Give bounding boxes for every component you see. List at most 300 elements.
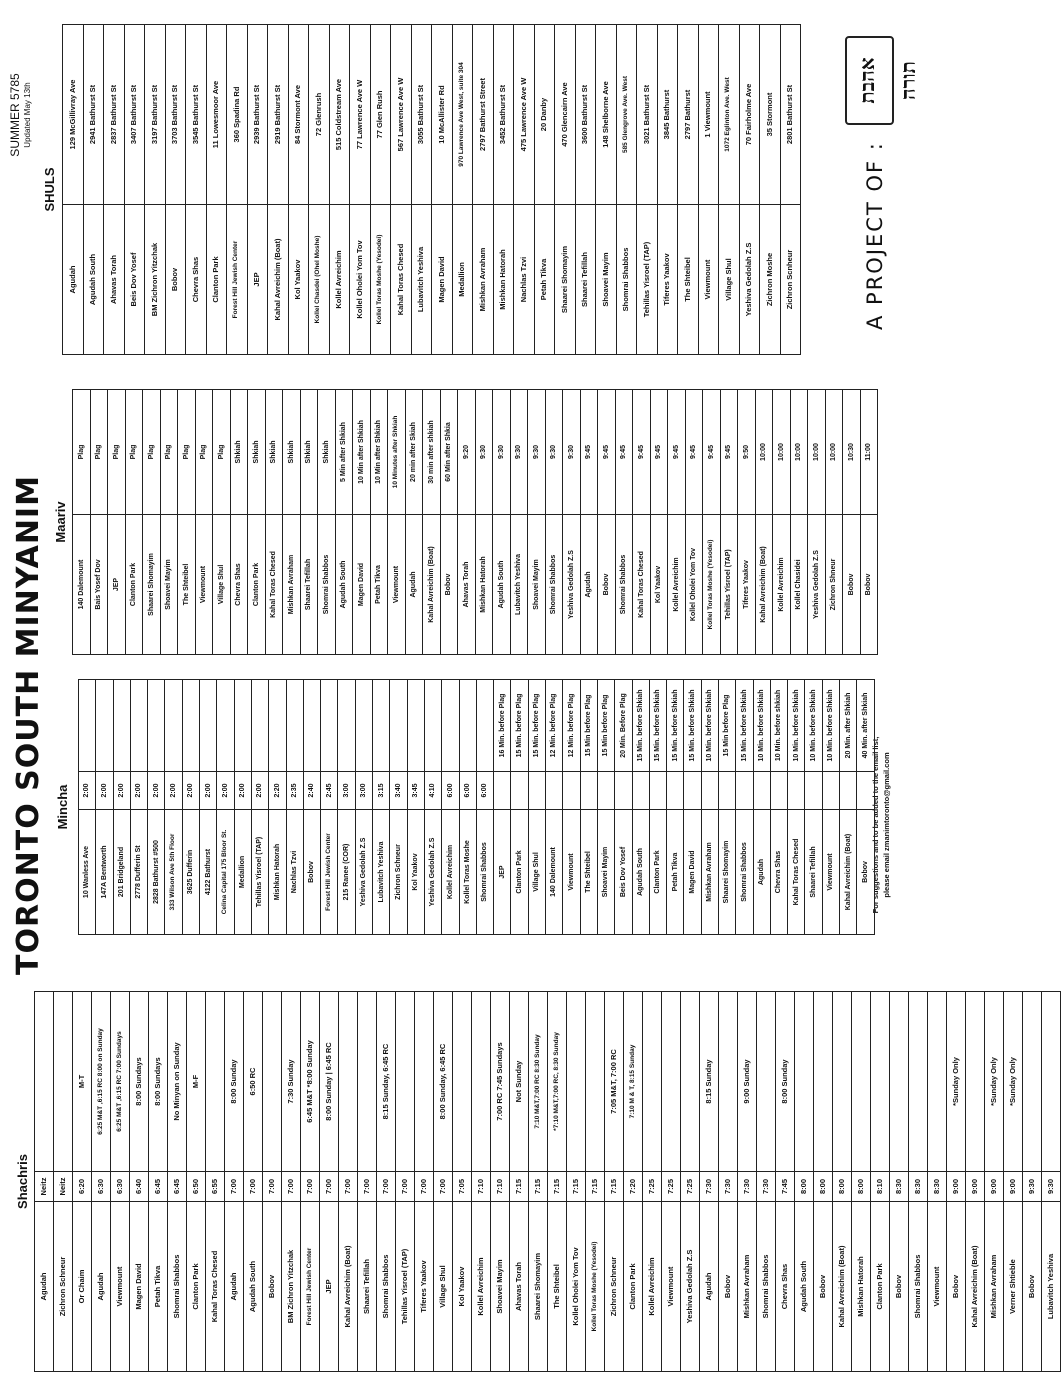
relative-time	[373, 680, 390, 772]
table-row	[442, 680, 459, 935]
table-row	[108, 389, 126, 654]
table-row	[1004, 992, 1023, 1372]
time: 7:25	[662, 1172, 681, 1202]
table-row	[424, 680, 441, 935]
time: 9:30	[475, 389, 493, 514]
note: *Sunday Only	[1004, 992, 1023, 1172]
time: 7:20	[624, 1172, 643, 1202]
note	[567, 992, 586, 1172]
shul-name: JEP	[494, 810, 511, 935]
note: 8:15 Sunday, 6:45 RC	[377, 992, 396, 1172]
table-row	[624, 992, 643, 1372]
time: 7:00	[339, 1172, 358, 1202]
time: 6:00	[442, 772, 459, 810]
table-row	[773, 389, 791, 654]
shul-name: JEP	[247, 205, 268, 355]
note	[909, 992, 928, 1172]
time: 9:00	[947, 1172, 966, 1202]
table-row	[268, 25, 289, 355]
shul-name: Kahal Toras Chesed	[391, 205, 412, 355]
time: 60 Min after Shkia	[440, 389, 458, 514]
shul-name: Medallion	[234, 810, 251, 935]
table-row	[111, 992, 130, 1372]
shul-name: Kahal Toras Chesed	[206, 1202, 225, 1372]
shul-name: Mishkan Hatorah	[475, 515, 493, 655]
time: 2:00	[79, 772, 96, 810]
shul-name: Kol Yaakov	[650, 515, 668, 655]
time: 7:30	[757, 1172, 776, 1202]
shul-name: Agudah South	[335, 515, 353, 655]
maariv-title-row	[50, 389, 73, 654]
address: 20 Danby	[534, 25, 555, 205]
time: 6:40	[130, 1172, 149, 1202]
table-row	[282, 992, 301, 1372]
time: 10:00	[755, 389, 773, 514]
table-row	[475, 389, 493, 654]
note	[662, 992, 681, 1172]
table-row	[843, 389, 861, 654]
shul-name: 2778 Dufferin St	[130, 810, 147, 935]
table-row	[928, 992, 947, 1372]
shul-name: Zichron Schneur	[605, 1202, 624, 1372]
time	[701, 772, 718, 810]
table-row	[615, 389, 633, 654]
table-row	[755, 389, 773, 654]
time: 8:00	[795, 1172, 814, 1202]
shul-name: Mishkan Avraham	[701, 810, 718, 935]
time: 7:45	[776, 1172, 795, 1202]
note: 6:45 M&T *8:00 Sunday	[301, 992, 320, 1172]
table-row	[719, 992, 738, 1372]
time	[753, 772, 770, 810]
note: 8:00 Sunday	[776, 992, 795, 1172]
mincha-title: Mincha	[55, 784, 71, 830]
time: 10:00	[808, 389, 826, 514]
time: Shkiah	[300, 389, 318, 514]
time: 2:00	[217, 772, 234, 810]
relative-time	[96, 680, 113, 772]
shul-name: Lubavitch Yeshiva	[411, 205, 432, 355]
shul-name: Lubavitch Yeshiva	[510, 515, 528, 655]
shul-name: 140 Dalemount	[546, 810, 563, 935]
table-row	[303, 680, 320, 935]
shul-name: Tehillas Yisroel (TAP)	[720, 515, 738, 655]
note	[833, 992, 852, 1172]
note: 6:50 RC	[244, 992, 263, 1172]
table-row	[678, 25, 699, 355]
shul-name: Yeshiva Gedolah Z.S	[355, 810, 372, 935]
address: 360 Spadina Rd	[227, 25, 248, 205]
shul-name: Shaarei Tefillah	[805, 810, 822, 935]
relative-time: 15 Min. before Shkiah	[632, 680, 649, 772]
table-row	[852, 992, 871, 1372]
shul-name: Kol Yaakov	[407, 810, 424, 935]
time: 2:45	[321, 772, 338, 810]
time: 9:00	[985, 1172, 1004, 1202]
shul-name: Agudah	[405, 515, 423, 655]
time: 2:40	[303, 772, 320, 810]
time	[788, 772, 805, 810]
time: 8:00	[833, 1172, 852, 1202]
time: 7:15	[548, 1172, 567, 1202]
shul-name: Kollel Oholei Yom Tov	[685, 515, 703, 655]
shachris-title-row	[12, 992, 35, 1372]
table-row	[145, 25, 166, 355]
note	[472, 992, 491, 1172]
shul-name: Mishkan Avraham	[473, 205, 494, 355]
table-row	[840, 680, 857, 935]
shul-name: Bobov	[165, 205, 186, 355]
shul-name: Agudah South	[493, 515, 511, 655]
table-row	[286, 680, 303, 935]
table-row	[434, 992, 453, 1372]
table-row	[251, 680, 268, 935]
shachris-section	[12, 992, 1061, 1372]
shul-name: Clanton Park	[649, 810, 666, 935]
note	[928, 992, 947, 1172]
shul-name: Shoavei Mayim	[160, 515, 178, 655]
mincha-title-row	[48, 680, 79, 935]
time: 6:50	[187, 1172, 206, 1202]
shul-name: Agudah South	[83, 205, 104, 355]
table-row	[511, 680, 528, 935]
time: 10 Min after Shkiah	[370, 389, 388, 514]
table-row	[650, 389, 668, 654]
table-row	[890, 992, 909, 1372]
relative-time	[286, 680, 303, 772]
table-row	[633, 389, 651, 654]
shul-name: Kollel Chasidei	[790, 515, 808, 655]
time: 7:00	[415, 1172, 434, 1202]
shul-name: Viewmount	[563, 810, 580, 935]
relative-time: 15 Min. before Shkiah	[667, 680, 684, 772]
time: 7:30	[719, 1172, 738, 1202]
shul-name: Kahal Avreichim (Boat)	[755, 515, 773, 655]
time: 2:00	[148, 772, 165, 810]
table-row	[113, 680, 130, 935]
shul-name: 147A Bentworth	[96, 810, 113, 935]
time: 2:00	[234, 772, 251, 810]
time: 7:00	[263, 1172, 282, 1202]
time: 11:00	[860, 389, 878, 514]
table-row	[491, 992, 510, 1372]
table-row	[165, 680, 182, 935]
relative-time: 15 Min before Plag	[597, 680, 614, 772]
note	[415, 992, 434, 1172]
time: 9:45	[615, 389, 633, 514]
address: 1072 Eglinton Ave. West	[719, 25, 740, 205]
time: 7:00	[225, 1172, 244, 1202]
shul-name: The Shteibel	[580, 810, 597, 935]
shul-name: The Shteibel	[178, 515, 196, 655]
time: 10:00	[790, 389, 808, 514]
relative-time: 10 Min. before Shkiah	[805, 680, 822, 772]
shul-name: Yeshiva Gedolah Z.S	[808, 515, 826, 655]
shul-name: Clanton Park	[871, 1202, 890, 1372]
time: 10:30	[843, 389, 861, 514]
time: 6:30	[92, 1172, 111, 1202]
shul-name: Kollel Avreichim	[442, 810, 459, 935]
time: 9:45	[685, 389, 703, 514]
table-row	[514, 25, 535, 355]
table-row	[407, 680, 424, 935]
shul-name: Shomrai Shabbos	[909, 1202, 928, 1372]
address: 2939 Bathurst St	[247, 25, 268, 205]
shul-name: Forest Hill Jewish Center	[321, 810, 338, 935]
shul-name: Shomrai Shabbos	[377, 1202, 396, 1372]
shul-name: The Shteibel	[548, 1202, 567, 1372]
table-row	[206, 992, 225, 1372]
table-row	[780, 25, 801, 355]
note	[206, 992, 225, 1172]
time: 7:15	[529, 1172, 548, 1202]
table-row	[616, 25, 637, 355]
shul-name: Zichron Shneur	[825, 515, 843, 655]
shul-name: Bobov	[598, 515, 616, 655]
note	[890, 992, 909, 1172]
time	[494, 772, 511, 810]
relative-time: 16 Min. before Plag	[494, 680, 511, 772]
shul-name: Petah Tikva	[149, 1202, 168, 1372]
shul-name: Shomrai Shabbos	[757, 1202, 776, 1372]
table-row	[668, 389, 686, 654]
shul-name: Yeshiva Gedolah Z.S	[681, 1202, 700, 1372]
table-row	[1023, 992, 1042, 1372]
table-row	[649, 680, 666, 935]
time: 8:00	[852, 1172, 871, 1202]
table-row	[833, 992, 852, 1372]
table-row	[681, 992, 700, 1372]
shul-name: 140 Dalemount	[73, 515, 91, 655]
shul-name: Kollel Avreichim	[329, 205, 350, 355]
table-row	[476, 680, 493, 935]
time: 10:00	[825, 389, 843, 514]
shul-name: Bobov	[263, 1202, 282, 1372]
shul-name: Mishkan Avraham	[985, 1202, 1004, 1372]
address: 35 Stormont	[760, 25, 781, 205]
shul-name: Beis Dov Yosef	[124, 205, 145, 355]
note: 8:00 Sunday | 6:45 RC	[320, 992, 339, 1172]
table-row	[494, 680, 511, 935]
shul-name: Clanton Park	[125, 515, 143, 655]
shul-name: Kahal Toras Chesed	[265, 515, 283, 655]
time: 3:45	[407, 772, 424, 810]
time	[580, 772, 597, 810]
table-row	[339, 992, 358, 1372]
note: 7:00 RC 7:45 Sundays	[491, 992, 510, 1172]
table-row	[405, 389, 423, 654]
time: 6:20	[73, 1172, 92, 1202]
table-row	[265, 389, 283, 654]
shul-name: BM Zichron Yitzchak	[282, 1202, 301, 1372]
time: 9:45	[668, 389, 686, 514]
shul-name: Kahal Toras Chesed	[633, 515, 651, 655]
shul-name: Magen David	[684, 810, 701, 935]
table-row	[178, 389, 196, 654]
relative-time	[130, 680, 147, 772]
time: 9:00	[966, 1172, 985, 1202]
time: 7:25	[681, 1172, 700, 1202]
shul-name: Petah Tikva	[370, 515, 388, 655]
time: 2:00	[165, 772, 182, 810]
relative-time: 15 Min before Plag	[718, 680, 735, 772]
table-row	[719, 25, 740, 355]
table-row	[35, 992, 54, 1372]
time: 6:30	[111, 1172, 130, 1202]
shul-name: Clanton Park	[511, 810, 528, 935]
time: 7:10	[472, 1172, 491, 1202]
table-row	[575, 25, 596, 355]
relative-time: 20 Min. after Shkiah	[840, 680, 857, 772]
address: 77 Glen Rush	[370, 25, 391, 205]
address: 2837 Bathurst St	[104, 25, 125, 205]
table-row	[415, 992, 434, 1372]
note: 8:00 Sunday, 6:45 RC	[434, 992, 453, 1172]
time: 8:30	[890, 1172, 909, 1202]
table-row	[776, 992, 795, 1372]
table-row	[529, 992, 548, 1372]
shul-name: Shaarei Shomayim	[143, 515, 161, 655]
time: 6:55	[206, 1172, 225, 1202]
shul-name: Petah Tikva	[534, 205, 555, 355]
time	[667, 772, 684, 810]
address: 2801 Bathurst St	[780, 25, 801, 205]
shul-name: Kollel Toras Moshe (Yesodei)	[586, 1202, 605, 1372]
maariv-section	[50, 390, 878, 655]
time: 2:00	[182, 772, 199, 810]
note	[396, 992, 415, 1172]
table-row	[643, 992, 662, 1372]
footer-line1: For suggestions and to be added to the email list,	[871, 736, 880, 914]
table-row	[124, 25, 145, 355]
table-row	[130, 680, 147, 935]
address: 70 Fairholme Ave	[739, 25, 760, 205]
shul-name: Kollel Oholei Yom Tov	[350, 205, 371, 355]
relative-time: 12 Min. before Plag	[563, 680, 580, 772]
table-row	[586, 992, 605, 1372]
time	[528, 772, 545, 810]
time	[597, 772, 614, 810]
time: 9:50	[738, 389, 756, 514]
shul-name: Yeshiva Gedolah Z.S	[563, 515, 581, 655]
time	[546, 772, 563, 810]
table-row	[703, 389, 721, 654]
shachris-title: Shachris	[15, 1154, 31, 1209]
shul-name: Petah Tikva	[667, 810, 684, 935]
shul-name: Kollel Avreichim	[668, 515, 686, 655]
note: 8:00 Sundays	[149, 992, 168, 1172]
table-row	[825, 389, 843, 654]
table-row	[329, 25, 350, 355]
shul-name: Shomrai Shabbos	[616, 205, 637, 355]
table-row	[355, 680, 372, 935]
relative-time: 15 Min before Plag	[580, 680, 597, 772]
shul-name: 4122 Bathurst	[200, 810, 217, 935]
time: 6:00	[459, 772, 476, 810]
address: 970 Lawrence Ave West, suite 304	[452, 25, 473, 205]
table-row	[244, 992, 263, 1372]
note: *7:10 M&T,7:00 RC, 8:30 Sunday	[548, 992, 567, 1172]
shul-name: Shaarei Tefillah	[300, 515, 318, 655]
shul-name: 3625 Dufferin	[182, 810, 199, 935]
note	[719, 992, 738, 1172]
time: 3:15	[373, 772, 390, 810]
table-row	[54, 992, 73, 1372]
table-row	[411, 25, 432, 355]
table-row	[814, 992, 833, 1372]
time: 2:00	[130, 772, 147, 810]
shul-name: Shaarei Shomayim	[555, 205, 576, 355]
note	[795, 992, 814, 1172]
time: 9:45	[720, 389, 738, 514]
note: 6:25 M&T ,6:15 RC 7:00 Sundays	[111, 992, 130, 1172]
address: 3021 Bathurst St	[637, 25, 658, 205]
shul-name: Forest Hill Jewish Center	[301, 1202, 320, 1372]
time: 6:00	[476, 772, 493, 810]
table-row	[909, 992, 928, 1372]
shul-name: Chevra Shas	[186, 205, 207, 355]
time: 9:00	[1004, 1172, 1023, 1202]
note	[966, 992, 985, 1172]
table-row	[698, 25, 719, 355]
note: 7:05 M&T, 7:00 RC	[605, 992, 624, 1172]
time: Plag	[73, 389, 91, 514]
table-row	[230, 389, 248, 654]
address: 3452 Bathurst St	[493, 25, 514, 205]
shul-name: Agudah South	[244, 1202, 263, 1372]
relative-time	[476, 680, 493, 772]
shul-name: Viewmount	[822, 810, 839, 935]
address: 2797 Bathurst	[678, 25, 699, 205]
time: 7:05	[453, 1172, 472, 1202]
address: 1 Viewmount	[698, 25, 719, 205]
time: 7:30	[738, 1172, 757, 1202]
table-row	[263, 992, 282, 1372]
table-row	[353, 389, 371, 654]
logo	[845, 36, 920, 125]
time: Plag	[143, 389, 161, 514]
time: 2:00	[96, 772, 113, 810]
note	[1023, 992, 1042, 1172]
time: 8:10	[871, 1172, 890, 1202]
time: 10 Minutes after Shkiah	[388, 389, 406, 514]
note: *Sunday Only	[947, 992, 966, 1172]
table-row	[130, 992, 149, 1372]
table-row	[227, 25, 248, 355]
shul-name: Chevra Shas	[770, 810, 787, 935]
time: 9:30	[545, 389, 563, 514]
shul-name: Agudah South	[795, 1202, 814, 1372]
time: 9:30	[1042, 1172, 1061, 1202]
shul-name: Chevra Shas	[776, 1202, 795, 1372]
time: 3:00	[338, 772, 355, 810]
shul-name: Tiferes Yaakov	[738, 515, 756, 655]
shul-name: Lubavitch Yeshiva	[373, 810, 390, 935]
table-row	[149, 992, 168, 1372]
time: 6:45	[149, 1172, 168, 1202]
table-row	[567, 992, 586, 1372]
shul-name: Bobov	[857, 810, 874, 935]
note	[339, 992, 358, 1172]
shul-name: Kahal Avreichim (Boat)	[268, 205, 289, 355]
shul-name: Bais Yosef Dov	[90, 515, 108, 655]
shul-name: Kol Yaakov	[453, 1202, 472, 1372]
shul-name: Kahal Avreichim (Boat)	[966, 1202, 985, 1372]
relative-time	[251, 680, 268, 772]
relative-time: 15 Min. before Shkiah	[684, 680, 701, 772]
table-row	[597, 680, 614, 935]
shul-name: Viewmount	[928, 1202, 947, 1372]
